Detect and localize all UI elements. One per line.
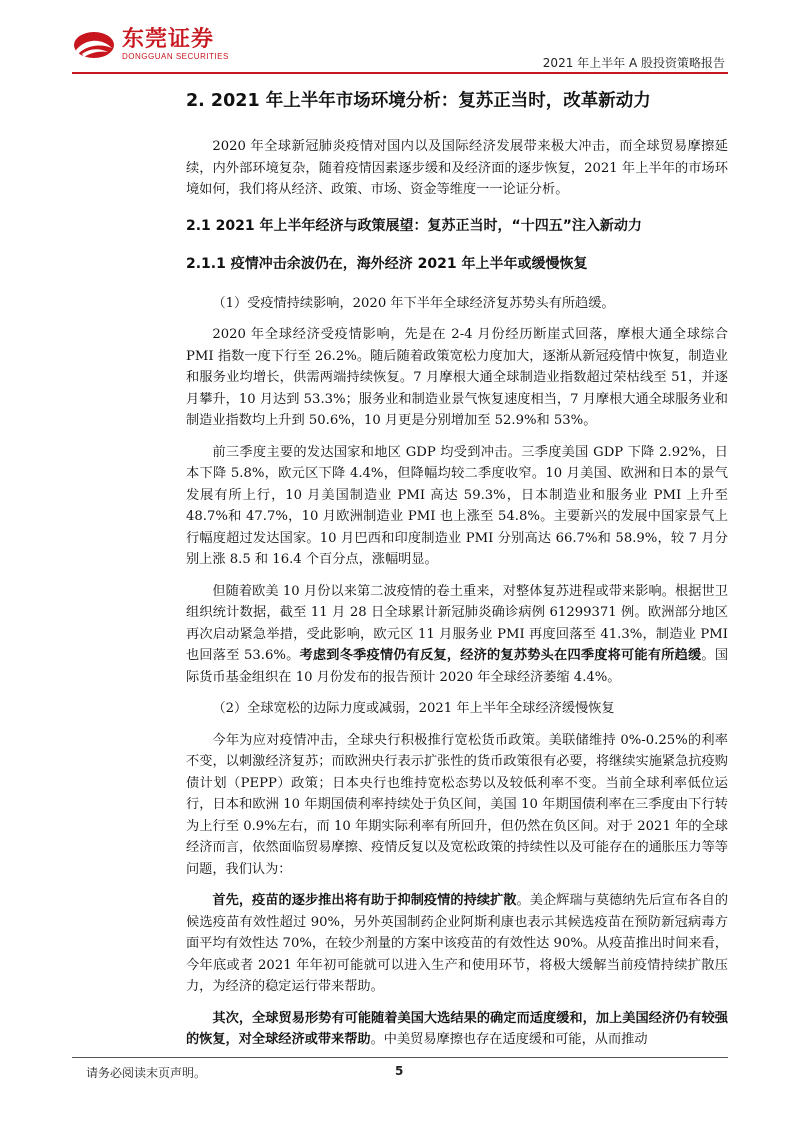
- disclaimer-note: 请务必阅读末页声明。: [86, 1066, 207, 1080]
- text-span: 。美企辉瑞与莫德纳先后宣布各自的候选疫苗有效性超过 90%，另外英国制药企业阿斯利康也表示其候选疫苗在预防新冠病毒方面平均有效性达 70%，在较少剂量的方案中该疫苗的有效性达 90%。从疫苗推出时间来看，今年底或者 2021 年年初可能就可以进入生产和使用环节，将极大缓解当前疫情持续扩散压力，为经济的稳定运行带来帮助。: [186, 893, 729, 994]
- paragraph-monetary-policy: 今年为应对疫情冲击，全球央行积极推行宽松货币政策。美联储维持 0%-0.25%的利率不变，以刺激经济复苏；而欧洲央行表示扩张性的货币政策很有必要，将继续实施紧急抗疫购债计划（PEPP）政策；日本央行也维持宽松态势以及较低利率不变。当前全球利率低位运行，日本和欧洲 10 年期国债利率持续处于负区间，美国 10 年期国债利率在三季度由下行转为上行至 0.9%左右，而 10 年期实际利率有所回升，但仍然在负区间。对于 2021 年的全球经济而言，依然面临贸易摩擦、疫情反复以及宽松政策的持续性以及可能存在的通胀压力等等问题，我们认为：: [186, 732, 728, 877]
- report-title: 2021 年上半年 A 股投资策略报告: [542, 56, 725, 70]
- footer-divider: [72, 1057, 728, 1058]
- paragraph-pmi: 2020 年全球经济受疫情影响，先是在 2-4 月份经历断崖式回落，摩根大通全球综合 PMI 指数一度下行至 26.2%。随后随着政策宽松力度加大，逐渐从新冠疫情中恢复，制造业和服务业均增长，供需两端持续恢复。7 月摩根大通全球制造业指数超过荣枯线至 51，并逐月攀升，10 月达到 53.3%；服务业和制造业景气恢复速度相当，7 月摩根大通全球服务业和制造业指数均上升到 50.6%，10 月更是分别增加至 52.9%和 53%。: [186, 327, 728, 428]
- paragraph-intro: 2020 年全球新冠肺炎疫情对国内以及国际经济发展带来极大冲击，而全球贸易摩擦延续，内外部环境复杂，随着疫情因素逐步缓和及经济面的逐步恢复，2021 年上半年的市场环境如何，我们将从经济、政策、市场、资金等维度一一论证分析。: [186, 139, 728, 197]
- section-heading-2-1-1: 2.1.1 疫情冲击余波仍在，海外经济 2021 年上半年或缓慢恢复: [186, 255, 588, 272]
- paragraph-gdp: 前三季度主要的发达国家和地区 GDP 均受到冲击。三季度美国 GDP 下降 2.92%，日本下降 5.8%，欧元区下降 4.4%，但降幅均较二季度收窄。10 月美国、欧洲和日本的景气发展有所上行，10 月美国制造业 PMI 高达 59.3%，日本制造业和服务业 PMI 上升至 48.7%和 47.7%，10 月欧洲制造业 PMI 也上涨至 54.8%。主要新兴的发展中国家景气上行幅度超过发达国家。10 月巴西和印度制造业 PMI 分别高达 66.7%和 58.9%，较 7 月分别上涨 8.5 和 16.4 个百分点，涨幅明显。: [186, 444, 728, 567]
- section-heading-2-1: 2.1 2021 年上半年经济与政策展望：复苏正当时，“十四五”注入新动力: [186, 217, 642, 234]
- logo-chinese-name: 东莞证券: [122, 27, 215, 52]
- document-body: [186, 88, 728, 1051]
- text-span: 。中美贸易摩擦也存在适度缓和可能，从而推动: [370, 1032, 648, 1047]
- paragraph-point-1: （1）受疫情持续影响，2020 年下半年全球经济复苏势头有所趋缓。: [212, 295, 615, 311]
- paragraph-vaccine: [186, 890, 728, 998]
- text-span: 。国际货币基金组织在 10 月份发布的报告预计 2020 年全球经济萎缩 4.4%。: [186, 648, 729, 685]
- bold-emphasis: 其次，全球贸易形势有可能随着美国大选结果的确定而适度缓和，加上美国经济仍有较强的恢复，对全球经济或带来帮助: [186, 1010, 728, 1047]
- page-number: 5: [395, 1064, 404, 1078]
- dongguan-logo-icon: [72, 30, 116, 60]
- page-header: [0, 0, 800, 70]
- logo-english-name: DONGGUAN SECURITIES: [122, 52, 229, 61]
- bold-emphasis: 考虑到冬季疫情仍有反复，经济的复苏势头在四季度将可能有所趋缓: [299, 648, 702, 663]
- company-logo: [72, 28, 229, 62]
- text-span: 但随着欧美 10 月份以来第二波疫情的卷土重来，对整体复苏进程或带来影响。根据世卫组织统计数据，截至 11 月 28 日全球累计新冠肺炎确诊病例 61299371 例。欧洲部分地区再次启动紧急举措，受此影响，欧元区 11 月服务业 PMI 再度回落至 41.3%，制造业 PMI 也回落至 53.6%。: [186, 583, 728, 663]
- section-heading-2: 2. 2021 年上半年市场环境分析：复苏正当时，改革新动力: [186, 91, 651, 111]
- header-divider: [72, 72, 728, 74]
- paragraph-trade: [186, 1008, 728, 1051]
- bold-emphasis: 首先，疫苗的逐步推出将有助于抑制疫情的持续扩散: [212, 893, 517, 908]
- paragraph-point-2: （2）全球宽松的边际力度或减弱，2021 年上半年全球经济缓慢恢复: [212, 701, 615, 716]
- paragraph-second-wave: [186, 581, 728, 689]
